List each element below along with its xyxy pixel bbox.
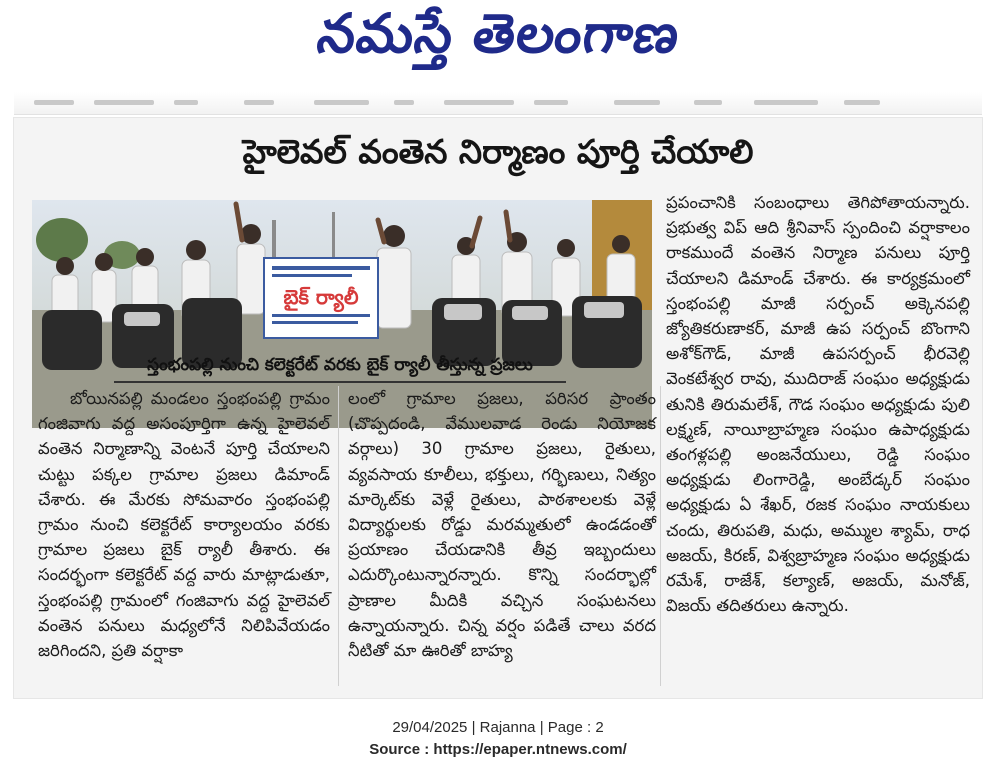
previous-article-cut-strip: [14, 92, 982, 115]
edition-name: Rajanna: [479, 719, 536, 736]
publish-date: 29/04/2025: [392, 719, 468, 736]
article-clipping: [14, 118, 982, 698]
masthead: [0, 0, 996, 80]
footer-separator: |: [471, 719, 480, 736]
page-number: Page : 2: [547, 719, 604, 736]
article-headline: హైలెవల్ వంతెన నిర్మాణం పూర్తి చేయాలి: [242, 132, 754, 171]
article-column-2: లంలో గ్రామాల ప్రజలు, పరిసర ప్రాంతం (చొప్పదండి, వేములవాడ రెండు నియోజక వర్గాలు) 30 గ్రామాల ప్రజలు, రైతులు, వ్యవసాయ కూలీలు, భక్తులు, గర్భిణులు, నిత్యం మార్కెట్‌కు వెళ్లే రైతులు, పాఠశాలలకు వెళ్లే విద్యార్థులకు రోడ్డు మరమ్మతులో ఉండడంతో ప్రయాణం చేయడానికి తీవ్ర ఇబ్బందులు ఎదుర్కొంటున్నారన్నారు. కొన్ని సందర్భాల్లో ప్రాణాల మీదికి వచ్చిన సంఘటనలు ఉన్నాయన్నారు. చిన్న వర్షం పడితే చాలు వరద నీటితో మా ఊరితో బాహ్య: [348, 389, 656, 661]
article-column-3: ప్రపంచానికి సంబంధాలు తెగిపోతాయన్నారు. ప్రభుత్వ విప్ ఆది శ్రీనివాస్ స్పందించి వర్షాకాలం రాకముందే వంతెన నిర్మాణ పనులు పూర్తి చేయాలని డిమాండ్ చేశారు. ఈ కార్యక్రమంలో స్తంభంపల్లి మాజీ సర్పంచ్ అక్కెనపల్లి జ్యోతికరుణాకర్, మాజీ ఉప సర్పంచ్ బొంగాని అశోక్‌గౌడ్, మాజీ ఉపసర్పంచ్ భీరవెల్లి వెంకటేశ్వర రావు, ముదిరాజ్ సంఘం అధ్యక్షుడు తునికి తిరుమలేశ్, గౌడ సంఘం అధ్యక్షుడు పులి లక్ష్మణ్, నాయీబ్రాహ్మణ సంఘం ఉపాధ్యక్షుడు తంగళ్లపల్లి అంజనేయులు, రెడ్డి సంఘం అధ్యక్షుడు లింగారెడ్డి, అంబేడ్కర్ సంఘం అధ్యక్షుడు ఏ శేఖర్, రజక సంఘం నాయకులు చందు, తిరుపతి, మధు, అమ్ముల శ్యామ్, రాధ అజయ్, కిరణ్, విశ్వబ్రాహ్మణ సంఘం అధ్యక్షుడు రమేశ్, రాజేశ్, కల్యాణ్, అజయ్, మనోజ్, విజయ్ తదితరులు ఉన్నారు.: [666, 193, 970, 616]
photo-caption: స్తంభంపల్లి నుంచి కలెక్టరేట్ వరకు బైక్ ర్యాలీ తీస్తున్న ప్రజలు: [114, 355, 566, 383]
banner-text: బైక్ ర్యాలీ: [283, 285, 359, 309]
column-divider: [338, 386, 339, 686]
article-column-1: బోయినపల్లి మండలం స్తంభంపల్లి గ్రామం గంజివాగు వద్ద అసంపూర్తిగా ఉన్న హైలెవల్ వంతెన నిర్మాణాన్ని వెంటనే పూర్తి చేయాలని చుట్టు పక్కల గ్రామాల ప్రజలు డిమాండ్ చేశారు. ఈ మేరకు సోమవారం స్తంభంపల్లి గ్రామం నుంచి కలెక్టరేట్ కార్యాలయం వరకు గ్రామాల ప్రజలు బైక్ ర్యాలీ తీశారు. ఈ సందర్భంగా కలెక్టరేట్ వద్ద వారు మాట్లాడుతూ, స్తంభంపల్లి గ్రామంలో గంజివాగు వద్ద హైలెవల్ వంతెన పనులు మధ్యలోనే నిలిపివేయడం జరిగిందని, ప్రతి వర్షాకా: [38, 389, 330, 661]
footer-separator: |: [539, 719, 548, 736]
source-link[interactable]: Source : https://epaper.ntnews.com/: [369, 741, 627, 758]
newspaper-logo: నమస్తే తెలంగాణ: [313, 1, 685, 65]
column-divider: [660, 386, 661, 686]
footer-meta: [0, 719, 996, 736]
